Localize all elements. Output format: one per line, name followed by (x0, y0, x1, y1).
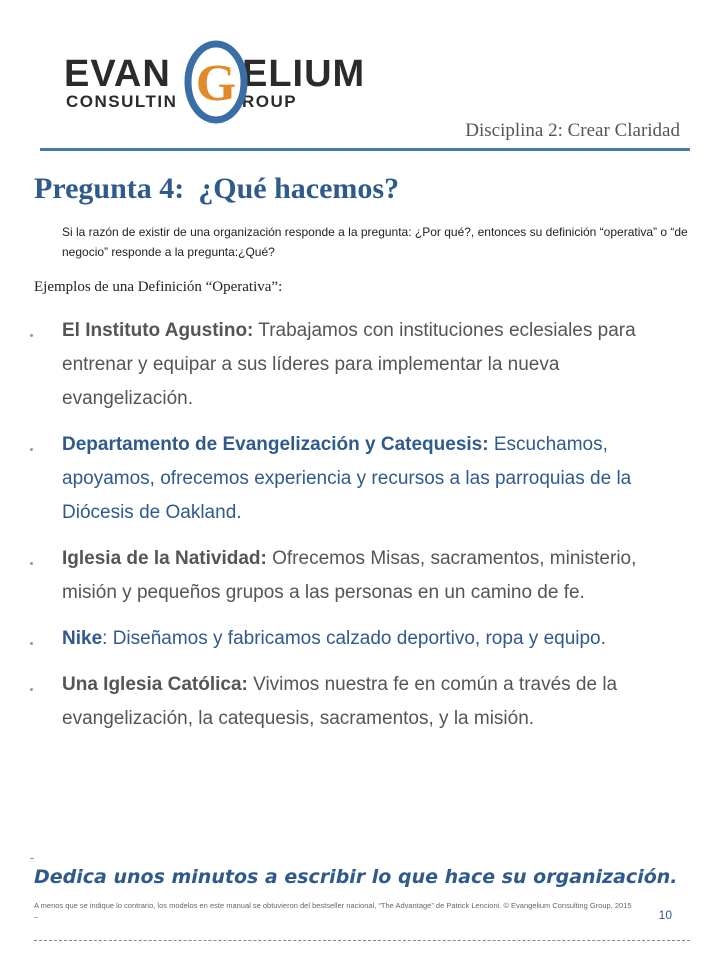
example-lead: El Instituto Agustino: (62, 320, 254, 341)
company-logo (64, 40, 374, 125)
list-item (30, 668, 695, 736)
discipline-label: Disciplina 2: Crear Claridad (465, 120, 680, 141)
example-lead: Una Iglesia Católica: (62, 674, 248, 695)
title-prefix: Pregunta 4: (34, 172, 185, 205)
logo-text-evan: EVAN (64, 53, 171, 95)
example-lead: Iglesia de la Natividad: (62, 548, 267, 569)
title-question: ¿Qué hacemos? (198, 172, 400, 205)
example-body: : Diseñamos y fabricamos calzado deportivo, ropa y equipo. (102, 628, 606, 649)
footer-divider (34, 940, 690, 941)
example-lead: Departamento de Evangelización y Catequesis: (62, 434, 489, 455)
examples-list (30, 314, 695, 748)
page-title (34, 172, 399, 206)
logo-text-consultin: CONSULTIN (66, 92, 178, 111)
example-body: Ofrecemos Misas, sacramentos, ministerio, misión y pequeños grupos a las personas en un camino de fe. (62, 548, 637, 603)
example-body: Vivimos nuestra fe en común a través de la evangelización, la catequesis, sacramentos, y la misión. (62, 674, 618, 729)
page-number: 10 (658, 908, 672, 922)
list-item (30, 428, 695, 530)
example-body: Trabajamos con instituciones eclesiales para entrenar y equipar a sus líderes para implementar la nueva evangelización. (62, 320, 636, 409)
list-item (30, 622, 695, 656)
example-lead: Nike (62, 628, 103, 649)
empty-bullet-marker (30, 858, 34, 859)
footer-note: A menos que se indique lo contrario, los modelos en este manual se obtuvieron del bestseller nacional, “The Advantage” de Patrick Lencioni. © Evangelium Consulting Group, 2015 – (34, 901, 632, 921)
bullet-dot-icon (30, 334, 33, 337)
logo-g-mark-icon (184, 40, 248, 125)
bullet-dot-icon (30, 688, 33, 691)
intro-paragraph: Si la razón de existir de una organización responde a la pregunta: ¿Por qué?, entonces su definición “operativa” o “de negocio” responde a la pregunta:¿Qué? (62, 225, 688, 259)
header-divider (40, 148, 690, 151)
logo-text-elium: ELIUM (242, 53, 366, 95)
bullet-dot-icon (30, 562, 33, 565)
list-item (30, 542, 695, 610)
bullet-dot-icon (30, 642, 33, 645)
list-item (30, 314, 695, 416)
logo-text-roup: ROUP (242, 92, 298, 111)
call-to-action: Dedica unos minutos a escribir lo que hace su organización. (34, 866, 678, 888)
examples-heading: Ejemplos de una Definición “Operativa”: (34, 279, 283, 295)
svg-text:G: G (195, 55, 237, 112)
bullet-dot-icon (30, 448, 33, 451)
example-body: Escuchamos, apoyamos, ofrecemos experiencia y recursos a las parroquias de la Diócesis de Oakland. (62, 434, 632, 523)
